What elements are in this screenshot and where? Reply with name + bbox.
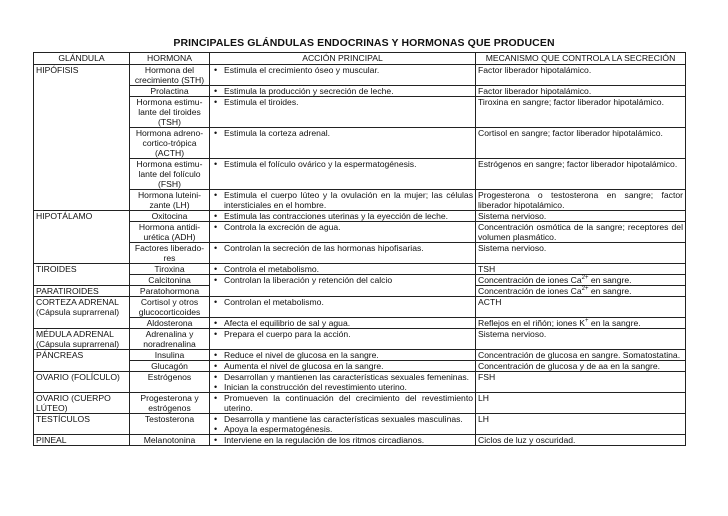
gland-cell: HIPOTÁLAMO [34, 211, 130, 264]
mechanism-text: Concentración de glucosa en sangre. Somatostatina. [478, 350, 681, 360]
table-row [34, 243, 686, 264]
hormone-cell: Hormona estimu-lante del folículo (FSH) [130, 159, 210, 190]
action-item: • Controla el metabolismo. [224, 264, 473, 274]
action-item: • Desarrollan y mantienen las características sexuales femeninas. [224, 372, 473, 382]
action-item: • Apoya la espermatogénesis. [224, 424, 473, 434]
gland-cell: PARATIROIDES [34, 286, 130, 297]
table-row [34, 65, 686, 86]
hormone-cell: Hormona estimu-lante del tiroides (TSH) [130, 97, 210, 128]
action-cell [210, 190, 476, 211]
mechanism-text: Estrógenos en sangre; factor liberador hipotalámico. [478, 159, 678, 169]
table-row [34, 264, 686, 275]
mechanism-cell [476, 372, 686, 393]
header-mechanism: MECANISMO QUE CONTROLA LA SECRECIÓN [476, 53, 686, 65]
hormone-cell: Insulina [130, 350, 210, 361]
mechanism-text: FSH [478, 372, 496, 382]
action-item: • Estimula la corteza adrenal. [224, 128, 473, 138]
action-item: • Desarrolla y mantiene las características sexuales masculinas. [224, 414, 473, 424]
table-row [34, 211, 686, 222]
mechanism-cell [476, 286, 686, 297]
action-item: • Interviene en la regulación de los ritmos circadianos. [224, 435, 473, 445]
table-row [34, 372, 686, 393]
action-cell [210, 435, 476, 446]
mechanism-text: Concentración de iones Ca [478, 286, 582, 296]
hormone-cell: Factores liberado-res [130, 243, 210, 264]
mechanism-text: Sistema nervioso. [478, 211, 547, 221]
hormone-cell: Calcitonina [130, 275, 210, 286]
header-gland: GLÁNDULA [34, 53, 130, 65]
table-row [34, 393, 686, 414]
mechanism-text: Progesterona o testosterona en sangre; factor liberador hipotalámico. [478, 190, 683, 210]
mechanism-cell [476, 243, 686, 264]
gland-cell: HIPÓFISIS [34, 65, 130, 211]
gland-cell: CORTEZA ADRENAL (Cápsula suprarrenal) [34, 297, 130, 329]
action-item: • Controlan la secreción de las hormonas hipofisarias. [224, 243, 473, 253]
mechanism-cell [476, 222, 686, 243]
action-cell [210, 86, 476, 97]
table-row [34, 350, 686, 361]
action-cell [210, 243, 476, 264]
action-cell [210, 97, 476, 128]
action-cell [210, 128, 476, 159]
table-body [34, 65, 686, 446]
action-cell [210, 361, 476, 372]
ion-charge-superscript: 2+ [581, 275, 589, 282]
mechanism-text: Concentración osmótica de la sangre; receptores del volumen plasmático. [478, 222, 683, 242]
hormone-cell: Prolactina [130, 86, 210, 97]
action-item: • Prepara el cuerpo para la acción. [224, 329, 473, 339]
mechanism-text: Concentración de iones Ca [478, 275, 582, 285]
mechanism-cell [476, 86, 686, 97]
action-cell [210, 414, 476, 435]
mechanism-text: ACTH [478, 297, 502, 307]
action-item: • Controla la excreción de agua. [224, 222, 473, 232]
hormone-cell: Oxitocina [130, 211, 210, 222]
mechanism-cell [476, 65, 686, 86]
ion-charge-superscript: 2+ [581, 286, 589, 293]
action-item: • Afecta el equilibrio de sal y agua. [224, 318, 473, 328]
mechanism-cell [476, 159, 686, 190]
header-hormone: HORMONA [130, 53, 210, 65]
mechanism-cell [476, 350, 686, 361]
action-item: • Aumenta el nivel de glucosa en la sangre. [224, 361, 473, 371]
table-row [34, 361, 686, 372]
mechanism-text: Concentración de glucosa y de aa en la sangre. [478, 361, 661, 371]
action-cell [210, 350, 476, 361]
mechanism-text-tail: en sangre. [588, 286, 632, 296]
mechanism-text: LH [478, 393, 489, 403]
page-title: PRINCIPALES GLÁNDULAS ENDOCRINAS Y HORMONAS QUE PRODUCEN [173, 37, 555, 49]
table-row [34, 159, 686, 190]
hormone-cell: Testosterona [130, 414, 210, 435]
mechanism-text: Sistema nervioso. [478, 329, 547, 339]
action-cell [210, 297, 476, 318]
action-item: • Reduce el nivel de glucosa en la sangre. [224, 350, 473, 360]
gland-cell: TIROIDES [34, 264, 130, 286]
action-item: • Estimula el folículo ovárico y la espermatogénesis. [224, 159, 473, 169]
hormone-cell: Tiroxina [130, 264, 210, 275]
action-item: • Estimula el crecimiento óseo y muscular. [224, 65, 473, 75]
mechanism-cell [476, 297, 686, 318]
action-cell [210, 264, 476, 275]
mechanism-text: Factor liberador hipotalámico. [478, 86, 592, 96]
mechanism-text: Tiroxina en sangre; factor liberador hipotalámico. [478, 97, 664, 107]
mechanism-text: Factor liberador hipotalámico. [478, 65, 592, 75]
mechanism-text: Cortisol en sangre; factor liberador hipotalámico. [478, 128, 663, 138]
gland-cell: OVARIO (CUERPO LÚTEO) [34, 393, 130, 414]
hormone-cell: Hormona luteini-zante (LH) [130, 190, 210, 211]
table-row [34, 86, 686, 97]
gland-cell: PINEAL [34, 435, 130, 446]
mechanism-text: Reflejos en el riñón; iones K [478, 318, 586, 328]
action-item: • Estimula el cuerpo lúteo y la ovulación en la mujer; las células intersticiales en el hombre. [224, 190, 473, 210]
hormone-cell: Adrenalina y noradrenalina [130, 329, 210, 350]
hormone-cell: Cortisol y otros glucocorticoides [130, 297, 210, 318]
hormone-cell: Estrógenos [130, 372, 210, 393]
mechanism-cell [476, 264, 686, 275]
hormone-cell: Hormona del crecimiento (STH) [130, 65, 210, 86]
action-item: • Controlan el metabolismo. [224, 297, 473, 307]
action-cell [210, 211, 476, 222]
mechanism-cell [476, 275, 686, 286]
table-row [34, 275, 686, 286]
gland-cell: PÁNCREAS [34, 350, 130, 372]
table-row [34, 435, 686, 446]
action-cell [210, 65, 476, 86]
action-cell [210, 329, 476, 350]
mechanism-text: Ciclos de luz y oscuridad. [478, 435, 576, 445]
table-row [34, 190, 686, 211]
hormone-cell: Aldosterona [130, 318, 210, 329]
action-item: • Estimula la producción y secreción de leche. [224, 86, 473, 96]
ion-charge-superscript: + [585, 318, 589, 325]
action-item: • Estimula el tiroides. [224, 97, 473, 107]
table-row [34, 414, 686, 435]
mechanism-cell [476, 128, 686, 159]
action-item: • Estimula las contracciones uterinas y la eyección de leche. [224, 211, 473, 221]
mechanism-cell [476, 97, 686, 128]
action-cell [210, 275, 476, 297]
gland-cell: OVARIO (FOLÍCULO) [34, 372, 130, 393]
mechanism-cell [476, 393, 686, 414]
hormone-cell: Hormona antidi-urética (ADH) [130, 222, 210, 243]
table-header-row [34, 53, 686, 65]
hormone-cell: Paratohormona [130, 286, 210, 297]
hormone-cell: Melanotonina [130, 435, 210, 446]
mechanism-cell [476, 318, 686, 329]
gland-cell: TESTÍCULOS [34, 414, 130, 435]
table-row [34, 329, 686, 350]
gland-cell: MÉDULA ADRENAL (Cápsula suprarrenal) [34, 329, 130, 350]
mechanism-cell [476, 361, 686, 372]
hormone-cell: Glucagón [130, 361, 210, 372]
action-cell [210, 318, 476, 329]
mechanism-cell [476, 190, 686, 211]
table-row [34, 222, 686, 243]
mechanism-text: Sistema nervioso. [478, 243, 547, 253]
table-row [34, 297, 686, 318]
mechanism-text-tail: en la sangre. [588, 318, 641, 328]
mechanism-cell [476, 435, 686, 446]
action-cell [210, 159, 476, 190]
mechanism-cell [476, 414, 686, 435]
hormone-cell: Progesterona y estrógenos [130, 393, 210, 414]
table-row [34, 128, 686, 159]
action-cell [210, 372, 476, 393]
endocrine-table [33, 52, 686, 446]
table-row [34, 318, 686, 329]
hormone-cell: Hormona adreno-cortico-trópica (ACTH) [130, 128, 210, 159]
action-item: • Promueven la continuación del crecimiento del revestimiento uterino. [224, 393, 473, 413]
action-item: • Controlan la liberación y retención del calcio [224, 275, 473, 285]
action-cell [210, 393, 476, 414]
mechanism-cell [476, 329, 686, 350]
action-item: • Inician la construcción del revestimiento uterino. [224, 382, 473, 392]
table-row [34, 97, 686, 128]
action-cell [210, 222, 476, 243]
mechanism-cell [476, 211, 686, 222]
mechanism-text-tail: en sangre. [588, 275, 632, 285]
mechanism-text: TSH [478, 264, 496, 274]
mechanism-text: LH [478, 414, 489, 424]
header-action: ACCIÓN PRINCIPAL [210, 53, 476, 65]
